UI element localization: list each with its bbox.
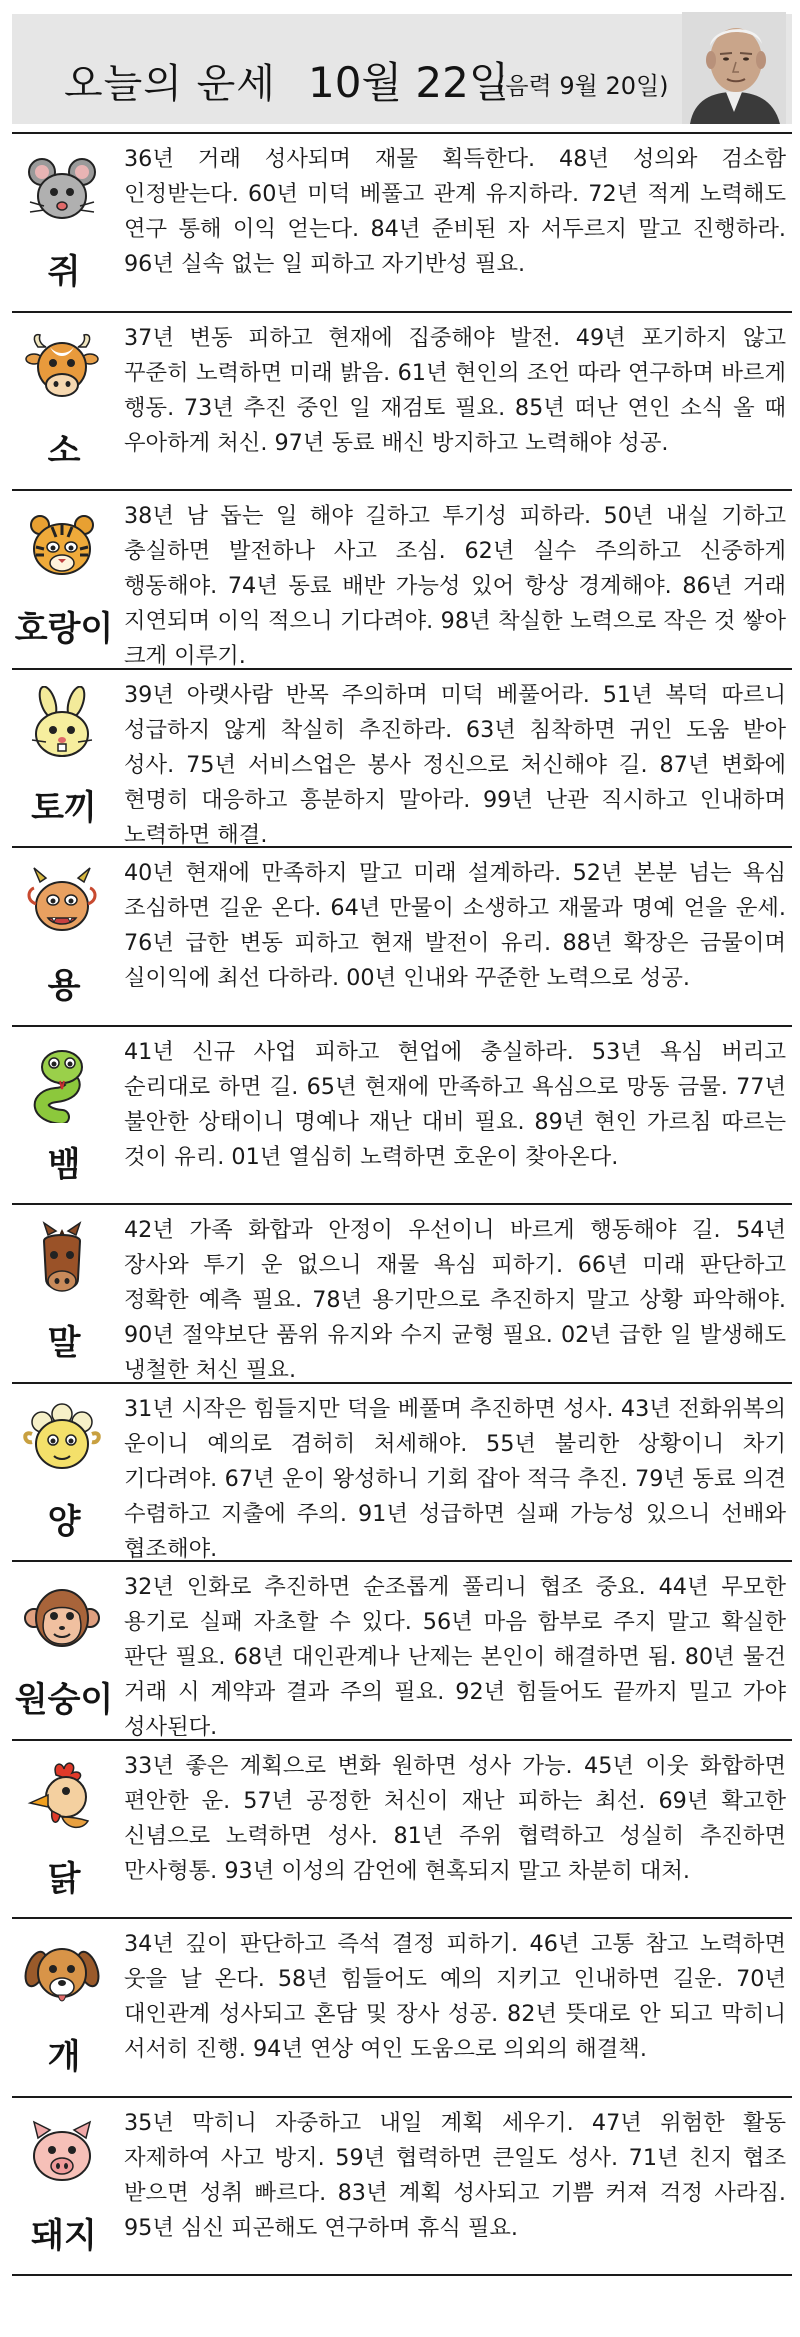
list-item: [12, 848, 792, 1027]
zodiac-name: 호랑이: [14, 609, 114, 649]
zodiac-label: [12, 1741, 116, 1918]
fortune-text: 41년 신규 사업 피하고 현업에 충실하라. 53년 욕심 버리고 순리대로 하면 길. 65년 현재에 만족하고 욕심으로 망동 금물. 77년 불안한 상태이니 명예나 재난 대비 필요. 89년 현인 가르침 따르는 것이 유리. 01년 열심히 노력하면 호운이 찾아온다.: [124, 1038, 786, 1170]
rabbit-icon: [22, 686, 102, 766]
list-item: [12, 1205, 792, 1384]
fortune-text: 32년 인화로 추진하면 순조롭게 풀리니 협조 중요. 44년 무모한 용기로 실패 자초할 수 있다. 56년 마음 함부로 주지 말고 확실한 판단 필요. 68년 대인관계나 난제는 본인이 해결하면 됨. 80년 물건 거래 시 계약과 결과 주의 필요. 92년 힘들어도 끝까지 밀고 가야 성사된다.: [124, 1574, 786, 1740]
list-item: [12, 1027, 792, 1206]
zodiac-name: 개: [47, 2037, 81, 2077]
dragon-icon: [22, 864, 102, 944]
fortune-text: 37년 변동 피하고 현재에 집중해야 발전. 49년 포기하지 않고 꾸준히 노력하면 미래 밝음. 61년 현인의 조언 따라 연구하며 바르게 행동. 73년 추진 중인 일 재검토 필요. 85년 떠난 연인 소식 올 때 우아하게 처신. 97년 동료 배신 방지하고 노력해야 성공.: [124, 324, 786, 456]
zodiac-label: [12, 1027, 116, 1204]
date: 10월 22일: [308, 58, 510, 107]
zodiac-label: [12, 1384, 116, 1561]
zodiac-name: 소: [47, 430, 81, 471]
fortune-text: 40년 현재에 만족하지 말고 미래 설계하라. 52년 본분 넘는 욕심 조심하면 길운 온다. 64년 만물이 소생하고 재물과 명예 얻을 운세. 76년 급한 변동 피하고 현재 발전이 유리. 88년 확장은 금물이며 실이익에 최선 다하라. 00년 인내와 꾸준한 노력으로 성공.: [124, 860, 786, 991]
fortune-text: 38년 남 돕는 일 해야 길하고 투기성 피하라. 50년 내실 기하고 충실하면 발전하나 사고 조심. 62년 실수 주의하고 신중하게 행동해야. 74년 동료 배반 가능성 있어 항상 경계해야. 86년 거래 지연되며 이익 적으니 기다려야. 98년 착실한 노력으로 작은 것 쌓아 크게 이루기.: [124, 503, 786, 669]
horse-icon: [22, 1221, 102, 1301]
fortune-text: 39년 아랫사람 반목 주의하며 미덕 베풀어라. 51년 복덕 따르니 성급하지 않게 착실히 추진하라. 63년 침착하면 귀인 도움 받아 성사. 75년 서비스업은 봉사 정신으로 처신해야 길. 87년 변화에 현명히 대응하고 흥분하지 말아라. 99년 난관 직시하고 인내하며 노력하면 해결.: [124, 681, 786, 848]
zodiac-name: 뱀: [47, 1144, 81, 1185]
fortune-text: 31년 시작은 힘들지만 덕을 베풀며 추진하면 성사. 43년 전화위복의 운이니 예의로 겸허히 처세해야. 55년 불리한 상황이니 차기 기다려야. 67년 운이 왕성하니 기회 잡아 적극 추진. 79년 동료 의견 수렴하고 지출에 주의. 91년 성급하면 실패 가능성 있으니 선배와 협조해야.: [124, 1395, 786, 1562]
list-item: [12, 1562, 792, 1741]
fortune-text: 33년 좋은 계획으로 변화 원하면 성사 가능. 45년 이웃 화합하면 편안한 운. 57년 공정한 처신이 재난 피하는 최선. 69년 확고한 신념으로 노력하면 성사. 81년 주위 협력하고 성실히 추진하면 만사형통. 93년 이성의 감언에 현혹되지 말고 차분히 대처.: [124, 1752, 786, 1884]
zodiac-label: [12, 313, 116, 490]
zodiac-label: [12, 1919, 116, 2096]
zodiac-name: 양: [47, 1501, 81, 1542]
list-item: [12, 134, 792, 313]
zodiac-name: 쥐: [47, 252, 81, 292]
list-item: [12, 491, 792, 670]
fortune-text: 34년 깊이 판단하고 즉석 결정 피하기. 46년 고통 참고 노력하면 웃을 날 온다. 58년 힘들어도 예의 지키고 인내하면 길운. 70년 대인관계 성사되고 혼담 및 장사 성공. 82년 뜻대로 안 되고 막히니 서서히 진행. 94년 연상 여인 도움으로 의외의 해결책.: [124, 1931, 786, 2062]
list-item: [12, 313, 792, 492]
zodiac-name: 토끼: [31, 787, 97, 828]
list-item: [12, 2098, 792, 2277]
zodiac-name: 닭: [47, 1858, 81, 1899]
zodiac-label: [12, 134, 116, 311]
list-item: [12, 670, 792, 849]
list-item: [12, 1384, 792, 1563]
zodiac-list: [12, 132, 792, 2276]
list-item: [12, 1919, 792, 2098]
rat-icon: [22, 150, 102, 230]
zodiac-label: [12, 670, 116, 847]
zodiac-label: [12, 491, 116, 668]
monkey-icon: [22, 1578, 102, 1658]
zodiac-label: [12, 1205, 116, 1382]
tiger-icon: [22, 507, 102, 587]
ox-icon: [22, 329, 102, 409]
dog-icon: [22, 1935, 102, 2015]
zodiac-label: [12, 2098, 116, 2275]
zodiac-name: 원숭이: [14, 1680, 114, 1720]
header: [12, 14, 792, 124]
rooster-icon: [22, 1757, 102, 1837]
author-portrait: [682, 12, 786, 124]
list-item: [12, 1741, 792, 1920]
pig-icon: [22, 2114, 102, 2194]
fortune-text: 36년 거래 성사되며 재물 획득한다. 48년 성의와 검소함 인정받는다. 60년 미덕 베풀고 관계 유지하라. 72년 적게 노력해도 연구 통해 이익 얻는다. 84년 준비된 자 서두르지 말고 진행하라. 96년 실속 없는 일 피하고 자기반성 필요.: [124, 146, 786, 277]
lunar-date: (음력 9월 20일): [496, 72, 669, 100]
zodiac-label: [12, 1562, 116, 1739]
zodiac-name: 말: [47, 1323, 81, 1363]
zodiac-label: [12, 848, 116, 1025]
fortune-text: 35년 막히니 자중하고 내일 계획 세우기. 47년 위험한 활동 자제하여 사고 방지. 59년 협력하면 큰일도 성사. 71년 친지 협조 받으면 성취 빠르다. 83년 계획 성사되고 기쁨 커져 걱정 사라짐. 95년 심신 피곤해도 연구하며 휴식 필요.: [124, 2109, 786, 2241]
zodiac-name: 용: [47, 966, 81, 1006]
zodiac-name: 돼지: [31, 2215, 97, 2256]
page-title: 오늘의 운세: [64, 61, 276, 107]
snake-icon: [22, 1043, 102, 1123]
sheep-icon: [22, 1400, 102, 1480]
fortune-text: 42년 가족 화합과 안정이 우선이니 바르게 행동해야 길. 54년 장사와 투기 운 없으니 재물 욕심 피하기. 66년 미래 판단하고 정확한 예측 필요. 78년 용기만으로 추진하지 말고 상황 파악해야. 90년 절약보단 품위 유지와 수지 균형 필요. 02년 급한 일 발생해도 냉철한 처신 필요.: [124, 1217, 786, 1383]
